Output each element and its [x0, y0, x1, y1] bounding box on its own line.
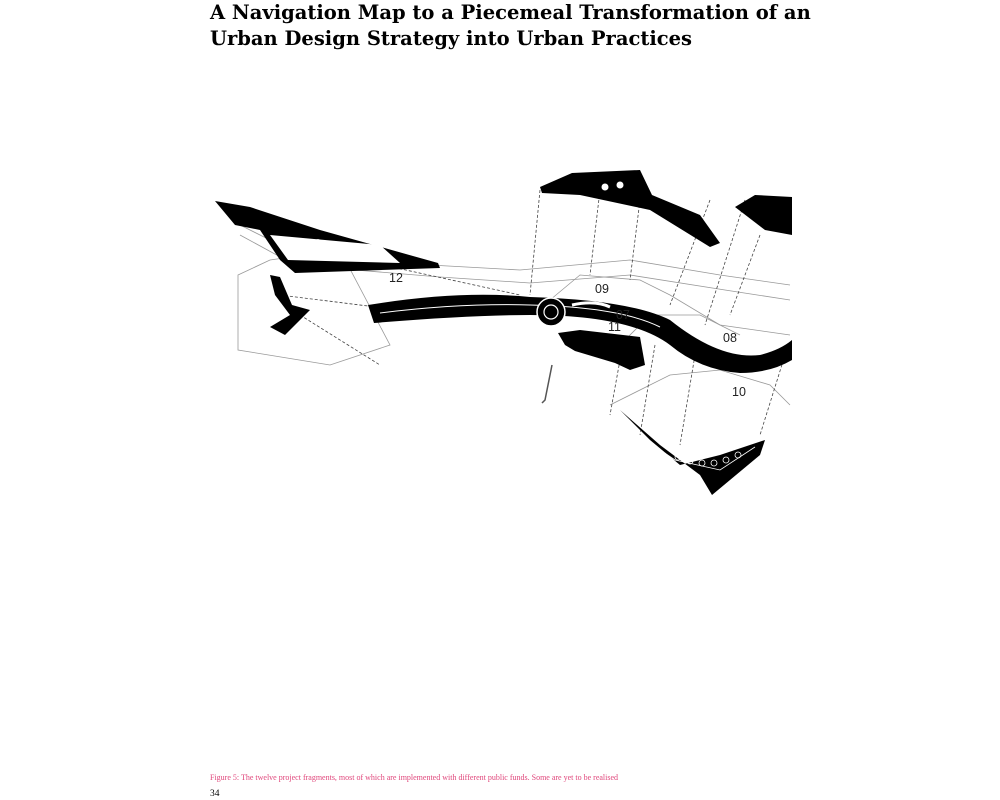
title-line-1: A Navigation Map to a Piecemeal Transformation of an — [210, 1, 811, 24]
figure-caption: Figure 5: The twelve project fragments, most of which are implemented with different public funds. Some are yet to be realised — [210, 773, 619, 782]
page-title — [210, 0, 811, 52]
fragments-map-figure — [200, 165, 800, 565]
fragment-10-plan — [620, 410, 765, 495]
fragment-label-09: 09 — [595, 282, 609, 296]
fragment-11-plan — [542, 330, 645, 403]
fragment-label-07: 07 — [616, 308, 630, 322]
page-number: 34 — [210, 789, 220, 799]
fragment-09-plan — [540, 170, 792, 247]
fragment-label-08: 08 — [723, 331, 737, 345]
fragment-label-12: 12 — [389, 271, 403, 285]
fragment-label-10: 10 — [732, 385, 746, 399]
fragment-label-11: 11 — [608, 320, 621, 334]
fragments-map — [200, 165, 800, 565]
title-line-2: Urban Design Strategy into Urban Practices — [210, 27, 693, 50]
